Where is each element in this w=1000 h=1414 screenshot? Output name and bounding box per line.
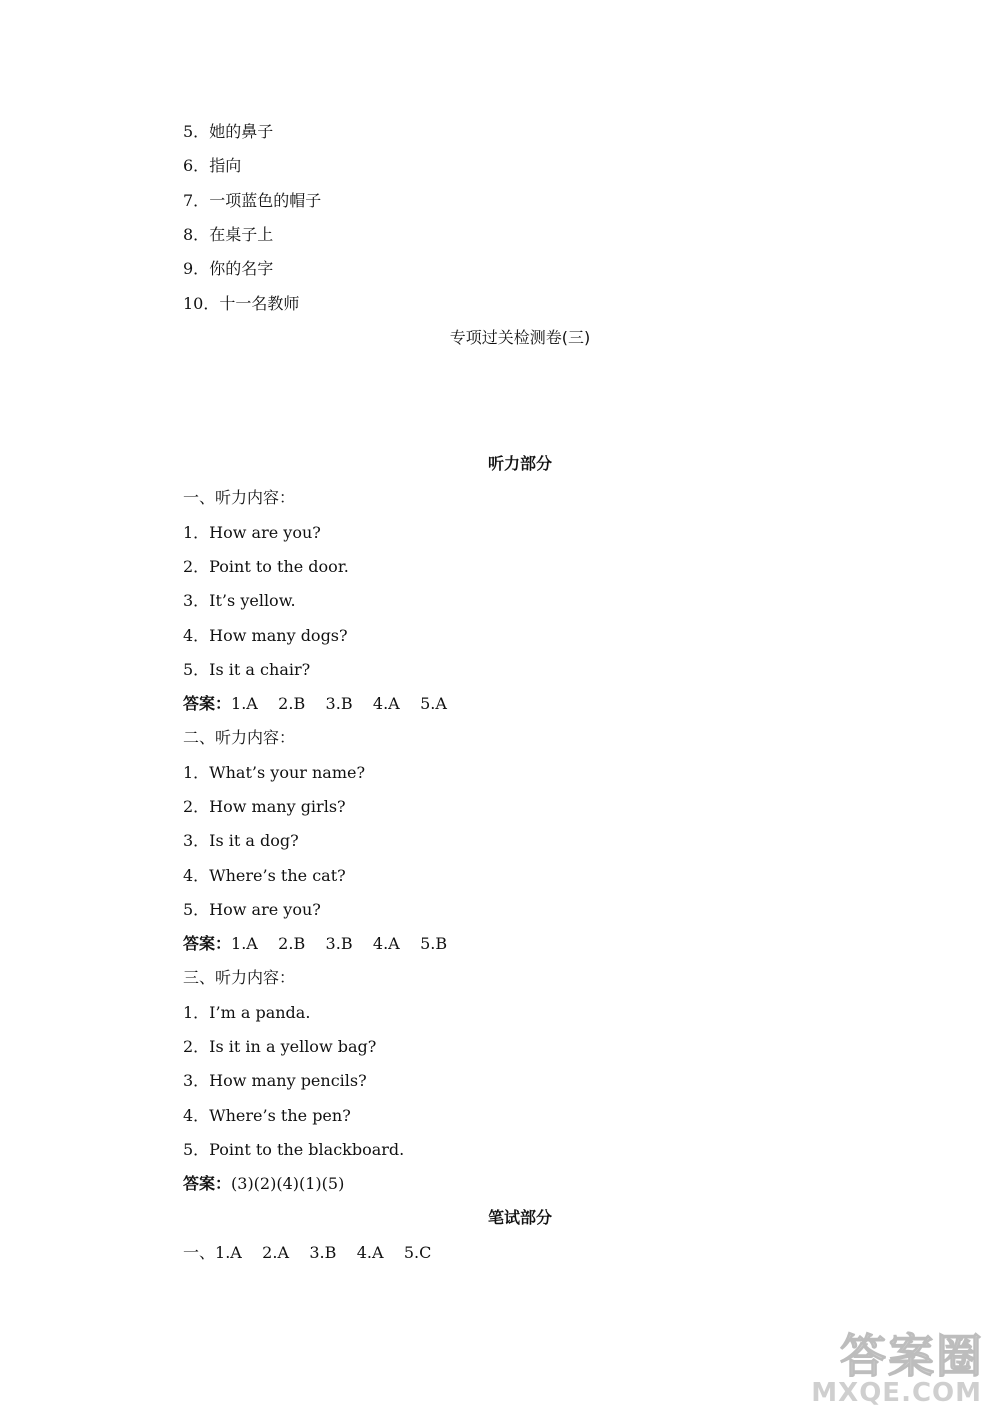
list-item: 2．Is it in a yellow bag? bbox=[183, 1037, 377, 1056]
section-heading-written: 笔试部分 bbox=[487, 1208, 552, 1227]
list-item: 5．她的鼻子 bbox=[183, 122, 274, 141]
answer-label: 答案： bbox=[183, 694, 232, 713]
watermark-main-text: 答案圈 bbox=[840, 1329, 984, 1383]
answer-text: (3)(2)(4)(1)(5) bbox=[231, 1174, 345, 1193]
list-item: 4．Where’s the cat? bbox=[183, 866, 346, 885]
answer-text: 1.A 2.B 3.B 4.A 5.B bbox=[231, 934, 448, 953]
list-item: 1．How are you? bbox=[183, 523, 321, 542]
answer-label: 答案： bbox=[183, 1174, 232, 1193]
section-heading-listening: 听力部分 bbox=[487, 454, 552, 473]
list-item: 1．I’m a panda. bbox=[183, 1003, 311, 1022]
watermark-logo bbox=[792, 1320, 992, 1410]
list-item: 5．Is it a chair? bbox=[183, 660, 311, 679]
list-item: 1．What’s your name? bbox=[183, 763, 366, 782]
answer-text: 1.A 2.A 3.B 4.A 5.C bbox=[215, 1243, 432, 1262]
list-item: 9．你的名字 bbox=[183, 259, 274, 278]
list-item: 2．Point to the door. bbox=[183, 557, 349, 576]
list-item: 5．How are you? bbox=[183, 900, 321, 919]
answer-line bbox=[183, 694, 447, 714]
answer-text: 1.A 2.B 3.B 4.A 5.A bbox=[231, 694, 447, 713]
section-3-heading: 三、听力内容： bbox=[183, 968, 296, 987]
answer-label: 一、 bbox=[183, 1243, 216, 1262]
list-item: 8．在桌子上 bbox=[183, 225, 274, 244]
answer-line bbox=[183, 1243, 431, 1263]
list-item: 6．指向 bbox=[183, 156, 242, 175]
answer-line bbox=[183, 1174, 344, 1194]
list-item: 4．Where’s the pen? bbox=[183, 1106, 351, 1125]
list-item: 3．Is it a dog? bbox=[183, 831, 299, 850]
watermark-domain-text: MXQE.COM bbox=[811, 1378, 982, 1408]
answer-line bbox=[183, 934, 447, 954]
section-2-heading: 二、听力内容： bbox=[183, 728, 296, 747]
list-item: 7．一项蓝色的帽子 bbox=[183, 191, 322, 210]
list-item: 2．How many girls? bbox=[183, 797, 346, 816]
answer-label: 答案： bbox=[183, 934, 232, 953]
list-item: 3．It’s yellow. bbox=[183, 591, 296, 610]
list-item: 10．十一名教师 bbox=[183, 294, 300, 313]
section-1-heading: 一、听力内容： bbox=[183, 488, 296, 507]
list-item: 5．Point to the blackboard. bbox=[183, 1140, 405, 1159]
list-item: 3．How many pencils? bbox=[183, 1071, 367, 1090]
list-item: 4．How many dogs? bbox=[183, 626, 348, 645]
page-title: 专项过关检测卷(三) bbox=[449, 328, 591, 347]
